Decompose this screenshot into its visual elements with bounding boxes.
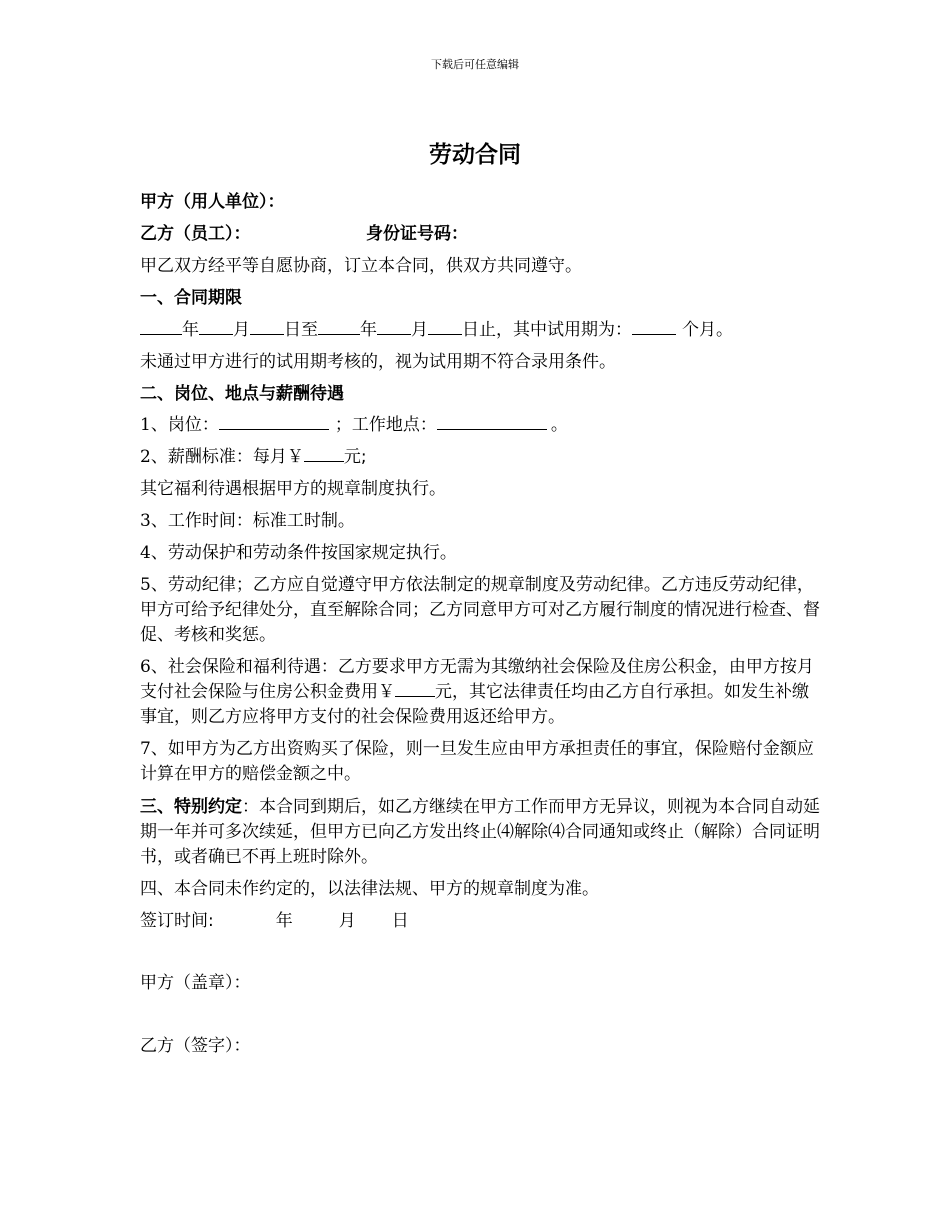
item5-labor-discipline [140, 573, 820, 648]
id-number-label: 身份证号码： [366, 224, 468, 244]
term-text: 年 [182, 320, 199, 340]
probation-months-blank[interactable] [632, 318, 676, 335]
position-blank[interactable] [219, 413, 329, 430]
section3-special-agreement [140, 795, 820, 870]
contract-term-line [140, 318, 733, 342]
header-note: 下载后可任意编辑 [431, 58, 519, 71]
start-month-blank[interactable] [199, 318, 233, 335]
section3-heading: 三、特别约定 [140, 797, 242, 817]
item-separator: 、 [150, 447, 168, 467]
item-label: 岗位： [167, 415, 219, 435]
item1-position [140, 413, 568, 437]
item-number: 2 [140, 447, 151, 467]
end-day-blank[interactable] [428, 318, 462, 335]
section3-text: ：本合同到期后，如乙方继续在甲方工作而甲方无异议，则视为本合同自动延期一年并可多次续延，但甲方已向乙方发出终止⑷解除⑷合同通知或终止（解除）合同证明书，或者确已不再上班时除外。 [140, 797, 820, 867]
benefits-note: 其它福利待遇根据甲方的规章制度执行。 [140, 479, 446, 499]
probation-note: 未通过甲方进行的试用期考核的，视为试用期不符合录用条件。 [140, 352, 616, 372]
signing-month-label: 月 [338, 911, 356, 931]
item4-labor-protection [140, 541, 457, 565]
intro-text: 甲乙双方经平等自愿协商，订立本合同，供双方共同遵守。 [140, 256, 582, 276]
item-number: 3 [140, 511, 151, 531]
item-number: 6 [140, 657, 151, 677]
item-label: 。 [550, 415, 568, 435]
party-a-seal-label: 甲方（盖章）： [140, 973, 251, 993]
item-label: 薪酬标准：每月￥ [167, 447, 304, 467]
item-number: 5 [140, 575, 151, 595]
section1-heading: 一、合同期限 [140, 288, 242, 308]
item-separator: 、 [150, 415, 168, 435]
insurance-fee-blank[interactable] [395, 680, 435, 697]
signing-year-label: 年 [275, 911, 293, 931]
item2-salary [140, 445, 367, 469]
salary-blank[interactable] [304, 445, 344, 462]
item-text: 劳动纪律；乙方应自觉遵守甲方依法制定的规章制度及劳动纪律。乙方违反劳动纪律，甲方可给予纪律处分，直至解除合同；乙方同意甲方可对乙方履行制度的情况进行检查、督促、考核和奖惩。 [140, 575, 820, 645]
item-separator: 、 [150, 511, 168, 531]
item-label: ；工作地点： [334, 415, 437, 435]
item-separator: 、 [150, 657, 168, 677]
item-text: 劳动保护和劳动条件按国家规定执行。 [167, 543, 457, 563]
term-text: 月 [411, 320, 428, 340]
item-text: 如甲方为乙方出资购买了保险，则一旦发生应由甲方承担责任的事宜，保险赔付金额应计算在甲方的赔偿金额之中。 [140, 739, 814, 784]
item-separator: 、 [150, 575, 168, 595]
signing-date-label: 签订时间: [140, 911, 214, 931]
term-text: 月 [233, 320, 250, 340]
item7-insurance-compensation [140, 737, 820, 787]
item-text: 社会保险和福利待遇：乙方要求甲方无需为其缴纳社会保险及住房公积金，由甲方按月支付社会保险与住房公积金费用￥ [140, 657, 814, 702]
item-number: 4 [140, 543, 151, 563]
item3-working-hours [140, 509, 355, 533]
section2-heading: 二、岗位、地点与薪酬待遇 [140, 384, 344, 404]
document-title: 劳动合同 [429, 142, 521, 168]
item-separator: 、 [150, 739, 168, 759]
end-year-blank[interactable] [318, 318, 360, 335]
signing-date [140, 909, 409, 933]
party-b-label: 乙方（员工）： [140, 224, 251, 244]
item-text: 工作时间：标准工时制。 [167, 511, 355, 531]
term-text: 日至 [284, 320, 318, 340]
term-text: 年 [360, 320, 377, 340]
term-text: 日止，其中试用期为： [462, 320, 632, 340]
signing-day-label: 日 [391, 911, 409, 931]
start-day-blank[interactable] [250, 318, 284, 335]
term-text: 个月。 [682, 320, 733, 340]
party-b-sign-label: 乙方（签字）： [140, 1036, 251, 1056]
section4-text: 四、本合同未作约定的，以法律法规、甲方的规章制度为准。 [140, 879, 599, 899]
item-label: 元; [343, 447, 367, 467]
party-a-label: 甲方（用人单位）： [140, 192, 285, 212]
item-number: 7 [140, 739, 151, 759]
item-number: 1 [140, 415, 151, 435]
start-year-blank[interactable] [140, 318, 182, 335]
work-location-blank[interactable] [437, 413, 547, 430]
item-text: 元，其它法律责任均由乙方自行承担。如发生补缴事宜，则乙方应将甲方支付的社会保险费用返还给甲方。 [140, 682, 809, 727]
item-separator: 、 [150, 543, 168, 563]
end-month-blank[interactable] [377, 318, 411, 335]
item6-social-insurance [140, 655, 820, 730]
